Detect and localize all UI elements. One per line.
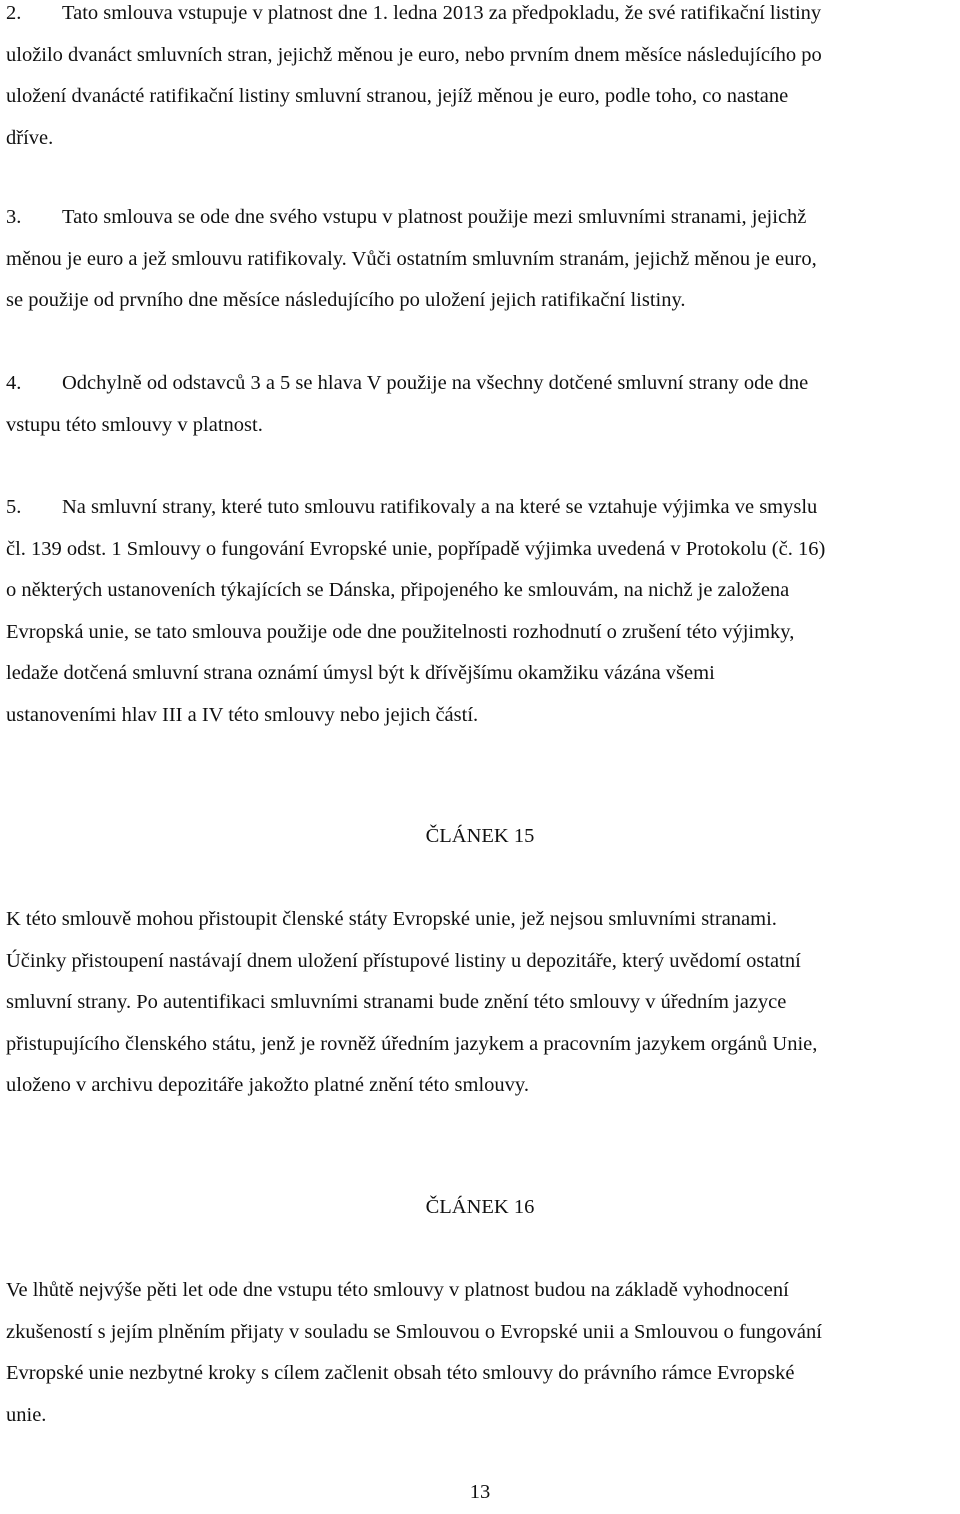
page-number: 13 (469, 1481, 491, 1503)
paragraph-line: vstupu této smlouvy v platnost. (6, 413, 263, 436)
paragraph-2 (6, 0, 956, 159)
article-15-body (6, 899, 956, 1107)
paragraph-line: uložilo dvanáct smluvních stran, jejichž měnou je euro, nebo prvním dnem měsíce následujícího po (6, 43, 822, 66)
paragraph-number: 5. (6, 496, 22, 518)
paragraph-5 (6, 487, 956, 736)
paragraph-line: unie. (6, 1403, 47, 1426)
paragraph-line: Evropská unie, se tato smlouva použije ode dne použitelnosti rozhodnutí o zrušení této výjimky, (6, 620, 795, 643)
paragraph-line: čl. 139 odst. 1 Smlouvy o fungování Evropské unie, popřípadě výjimka uvedená v Protokolu (č. 16) (6, 537, 826, 560)
paragraph-line: měnou je euro a jež smlouvu ratifikovaly. Vůči ostatním smluvním stranám, jejichž měnou je euro, (6, 247, 817, 270)
paragraph-line: o některých ustanoveních týkajících se Dánska, připojeného ke smlouvám, na nichž je založena (6, 579, 790, 601)
paragraph-number: 2. (6, 2, 22, 24)
paragraph-4 (6, 363, 956, 446)
paragraph-line: Účinky přistoupení nastávají dnem uložení přístupové listiny u depozitáře, který uvědomí ostatní (6, 949, 801, 972)
paragraph-line: 3. Tato smlouva se ode dne svého vstupu v platnost použije mezi smluvními stranami, jejichž (6, 197, 956, 239)
paragraph-line: se použije od prvního dne měsíce následujícího po uložení jejich ratifikační listiny. (6, 289, 686, 311)
paragraph-3 (6, 197, 956, 322)
paragraph-number: 4. (6, 372, 22, 394)
paragraph-line: K této smlouvě mohou přistoupit členské státy Evropské unie, jež nejsou smluvními stranami. (6, 908, 777, 930)
paragraph-line: uloženo v archivu depozitáře jakožto platné znění této smlouvy. (6, 1074, 529, 1096)
paragraph-line: Evropské unie nezbytné kroky s cílem začlenit obsah této smlouvy do právního rámce Evropské (6, 1362, 795, 1384)
paragraph-line: 4. Odchylně od odstavců 3 a 5 se hlava V použije na všechny dotčené smluvní strany ode dne (6, 363, 956, 405)
paragraph-number: 3. (6, 206, 22, 228)
paragraph-line: zkušeností s jejím plněním přijaty v souladu se Smlouvou o Evropské unii a Smlouvou o fungování (6, 1320, 822, 1343)
paragraph-line: dříve. (6, 126, 54, 149)
paragraph-line: přistupujícího členského státu, jenž je rovněž úředním jazykem a pracovním jazykem orgánů Unie, (6, 1032, 818, 1055)
paragraph-line: ledaže dotčená smluvní strana oznámí úmysl být k dřívějšímu okamžiku vázána všemi (6, 662, 715, 684)
paragraph-line: Ve lhůtě nejvýše pěti let ode dne vstupu této smlouvy v platnost budou na základě vyhodnocení (6, 1279, 789, 1301)
paragraph-line: ustanoveními hlav III a IV této smlouvy nebo jejich částí. (6, 703, 479, 726)
article-15-heading: ČLÁNEK 15 (425, 825, 535, 847)
article-16-heading: ČLÁNEK 16 (425, 1196, 535, 1218)
paragraph-line: smluvní strany. Po autentifikaci smluvními stranami bude znění této smlouvy v úředním jazyce (6, 991, 787, 1013)
article-16-body (6, 1270, 956, 1436)
paragraph-line: uložení dvanácté ratifikační listiny smluvní stranou, jejíž měnou je euro, podle toho, co nastane (6, 85, 789, 107)
paragraph-line: 2. Tato smlouva vstupuje v platnost dne 1. ledna 2013 za předpokladu, že své ratifikační listiny (6, 0, 956, 35)
paragraph-line: 5. Na smluvní strany, které tuto smlouvu ratifikovaly a na které se vztahuje výjimka ve smyslu (6, 487, 956, 529)
